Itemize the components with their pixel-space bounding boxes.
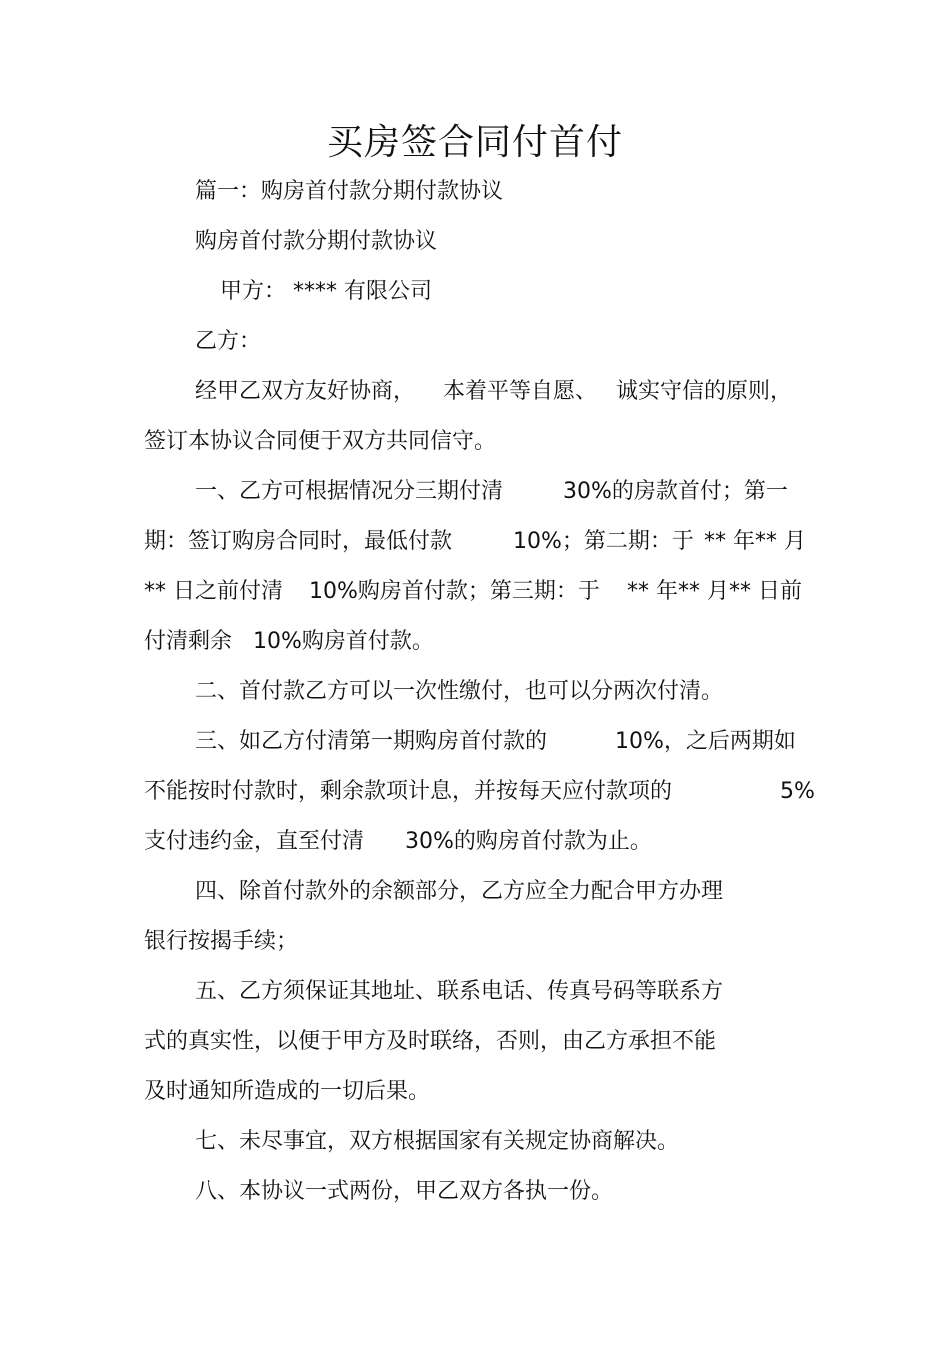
document-title: 买房签合同付首付	[326, 122, 623, 163]
clause-3-text: 支付违约金，直至付清	[144, 829, 365, 854]
intro-line-2: 签订本协议合同便于双方共同信守。	[144, 429, 497, 454]
party-a: 甲方： **** 有限公司	[220, 279, 432, 304]
agreement-title: 购房首付款分期付款协议	[195, 229, 438, 254]
clause-1-text: 一、乙方可根据情况分三期付清	[195, 479, 504, 504]
clause-1-text: ** 年** 月	[704, 529, 806, 554]
clause-1-line-1	[0, 477, 950, 507]
clause-3-text: 5%	[780, 779, 815, 804]
clause-3-line-3	[0, 827, 950, 857]
clause-4-line-1: 四、除首付款外的余额部分，乙方应全力配合甲方办理	[195, 879, 724, 904]
intro-line-1	[0, 377, 950, 407]
clause-3-line-2	[0, 777, 950, 807]
clause-3-text: 30%的购房首付款为止。	[405, 829, 652, 854]
clause-3-text: 10%，之后两期如	[615, 729, 796, 754]
party-b: 乙方：	[195, 329, 262, 354]
clause-7: 七、未尽事宜，双方根据国家有关规定协商解决。	[195, 1129, 680, 1154]
clause-1-text: ** 年** 月** 日前	[627, 579, 802, 604]
clause-2: 二、首付款乙方可以一次性缴付，也可以分两次付清。	[195, 679, 724, 704]
clause-3-text: 三、如乙方付清第一期购房首付款的	[195, 729, 548, 754]
clause-5-line-1: 五、乙方须保证其地址、联系电话、传真号码等联系方	[195, 979, 724, 1004]
intro-text: 诚实守信的原则，	[616, 379, 793, 404]
clause-1-text: 10%购房首付款；第三期：于	[309, 579, 600, 604]
subtitle: 篇一：购房首付款分期付款协议	[195, 179, 504, 204]
clause-1-text: 付清剩余	[144, 629, 233, 654]
clause-3-line-1	[0, 727, 950, 757]
clause-1-text: 期：签订购房合同时，最低付款	[144, 529, 453, 554]
clause-5-line-3: 及时通知所造成的一切后果。	[144, 1079, 431, 1104]
clause-1-text: 10%购房首付款。	[253, 629, 434, 654]
clause-1-text: 30%的房款首付；第一	[563, 479, 788, 504]
clause-4-line-2: 银行按揭手续；	[144, 929, 299, 954]
clause-1-text: 10%；第二期：于	[513, 529, 694, 554]
clause-1-line-4	[0, 627, 950, 657]
intro-text: 本着平等自愿、	[443, 379, 598, 404]
clause-1-text: ** 日之前付清	[144, 579, 283, 604]
clause-1-line-2	[0, 527, 950, 557]
clause-1-line-3	[0, 577, 950, 607]
clause-3-text: 不能按时付款时，剩余款项计息，并按每天应付款项的	[144, 779, 673, 804]
clause-5-line-2: 式的真实性，以便于甲方及时联络，否则，由乙方承担不能	[144, 1029, 717, 1054]
clause-8: 八、本协议一式两份，甲乙双方各执一份。	[195, 1179, 614, 1204]
intro-text: 经甲乙双方友好协商，	[195, 379, 416, 404]
